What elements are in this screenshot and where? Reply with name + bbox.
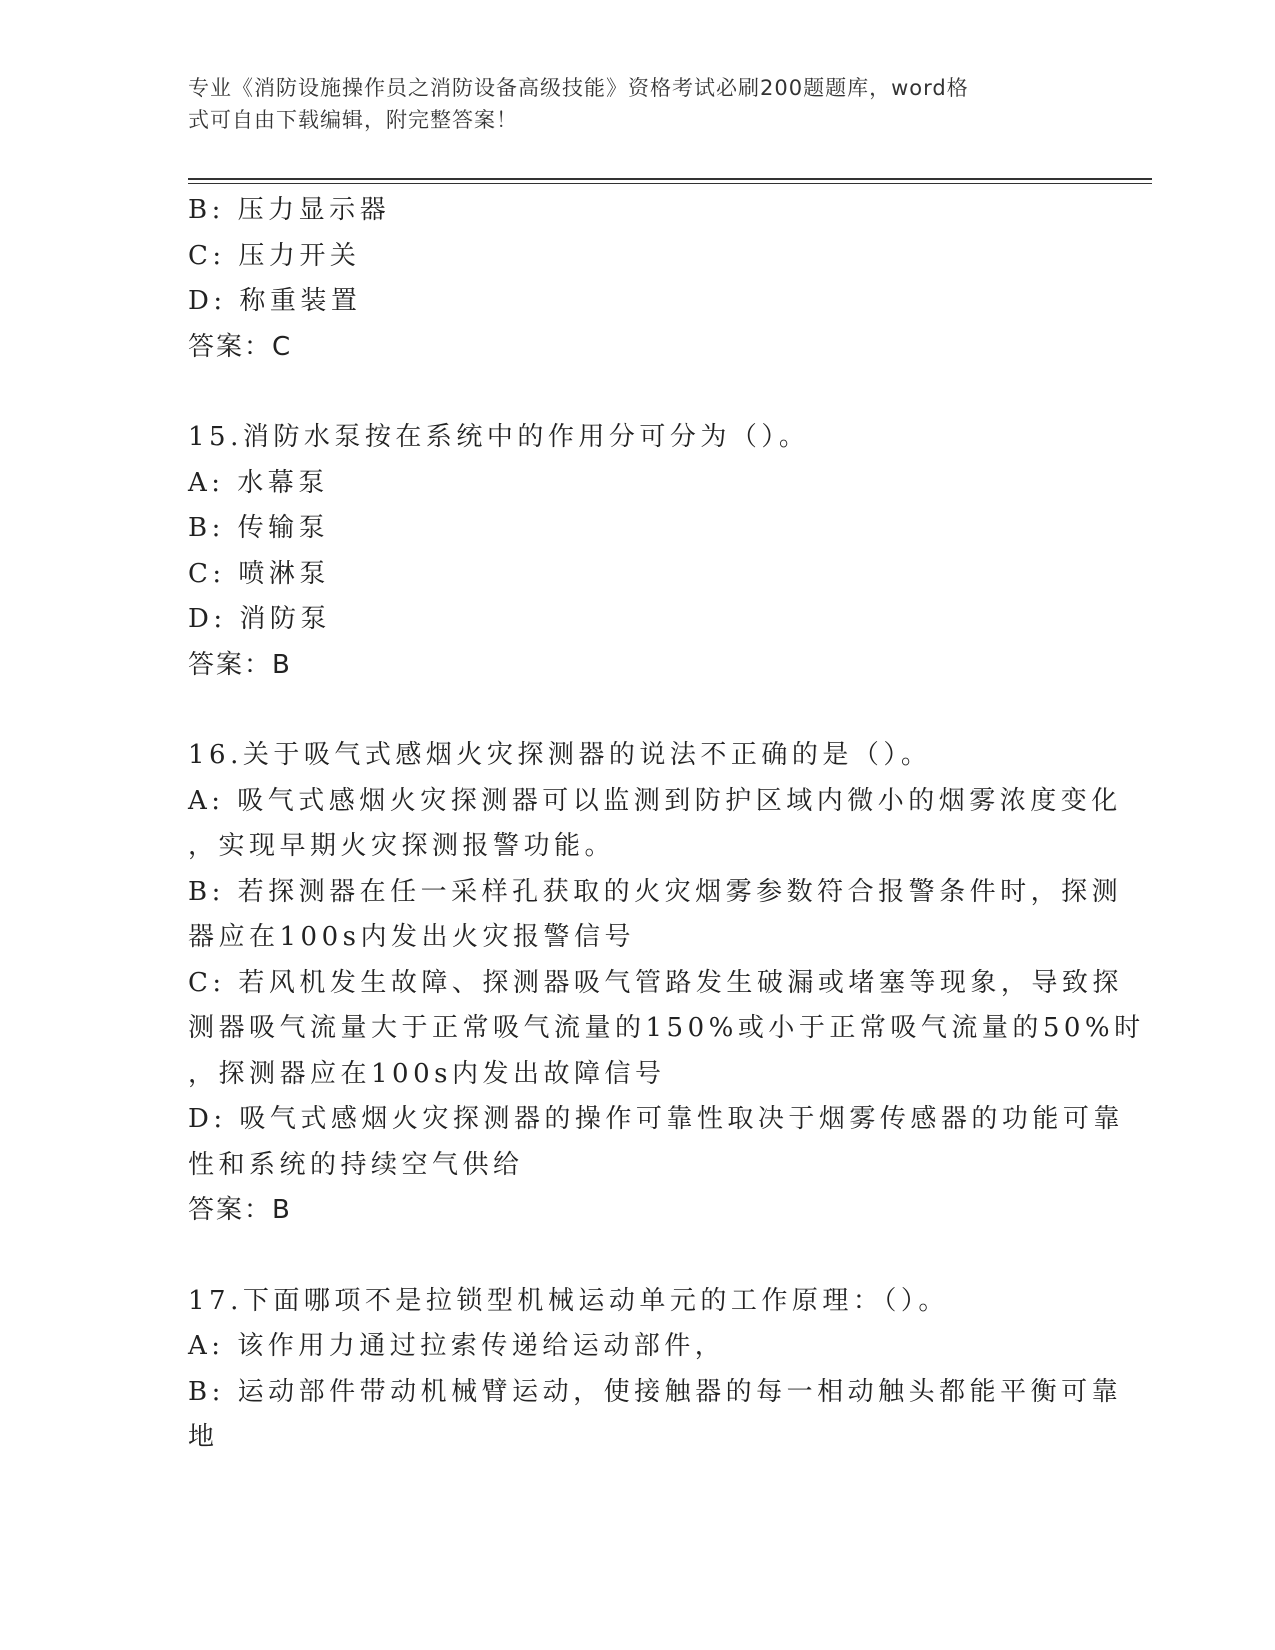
answer: 答案：B xyxy=(188,649,292,680)
option-b-line-1: B: 若探测器在任一采样孔获取的火灾烟雾参数符合报警条件时，探测 xyxy=(188,876,1123,907)
question-text: 15.消防水泵按在系统中的作用分可分为（）。 xyxy=(188,422,810,452)
spacer xyxy=(188,370,1078,415)
option-a-line-1: A: 吸气式感烟火灾探测器可以监测到防护区域内微小的烟雾浓度变化 xyxy=(188,785,1122,816)
option-a: A: 该作用力通过拉索传递给运动部件， xyxy=(188,1331,726,1361)
option-c-line-1: C: 若风机发生故障、探测器吸气管路发生破漏或堵塞等现象，导致探 xyxy=(188,967,1123,998)
question-16 xyxy=(188,733,1145,1234)
option-d-line-1: D: 吸气式感烟火灾探测器的操作可靠性取决于烟雾传感器的功能可靠 xyxy=(188,1104,1124,1134)
document-header xyxy=(188,72,1068,136)
option-b: B: 压力显示器 xyxy=(188,195,391,225)
option-c: C: 喷淋泵 xyxy=(188,558,330,589)
option-d: D: 称重装置 xyxy=(188,286,362,316)
option-a-line-2: ，实现早期火灾探测报警功能。 xyxy=(188,831,616,861)
question-text: 17.下面哪项不是拉锁型机械运动单元的工作原理：（）。 xyxy=(188,1285,949,1316)
question-text: 16.关于吸气式感烟火灾探测器的说法不正确的是（）。 xyxy=(188,740,932,770)
spacer xyxy=(188,1234,1078,1279)
option-b-line-2: 地 xyxy=(188,1422,219,1452)
header-line-1: 专业《消防设施操作员之消防设备高级技能》资格考试必刷200题题库，word格 xyxy=(188,76,969,100)
question-content xyxy=(188,188,1145,1461)
answer: 答案：C xyxy=(188,331,293,362)
header-rule-thin xyxy=(188,183,1152,184)
option-b-line-2: 器应在100s内发出火灾报警信号 xyxy=(188,922,635,952)
option-c-line-2: 测器吸气流量大于正常吸气流量的150%或小于正常吸气流量的50%时 xyxy=(188,1013,1145,1043)
header-line-2: 式可自由下载编辑，附完整答案！ xyxy=(188,108,518,132)
question-14 xyxy=(188,188,1078,370)
answer: 答案：B xyxy=(188,1195,292,1225)
option-c-line-3: ，探测器应在100s内发出故障信号 xyxy=(188,1058,666,1089)
option-b-line-1: B: 运动部件带动机械臂运动，使接触器的每一相动触头都能平衡可靠 xyxy=(188,1376,1123,1407)
question-17 xyxy=(188,1279,1123,1461)
option-d: D: 消防泵 xyxy=(188,604,331,634)
option-c: C: 压力开关 xyxy=(188,240,361,271)
option-a: A: 水幕泵 xyxy=(188,467,329,498)
question-15 xyxy=(188,415,1078,688)
option-d-line-2: 性和系统的持续空气供给 xyxy=(188,1149,524,1180)
option-b: B: 传输泵 xyxy=(188,513,330,543)
header-rule-thick xyxy=(188,178,1152,180)
spacer xyxy=(188,688,1078,733)
